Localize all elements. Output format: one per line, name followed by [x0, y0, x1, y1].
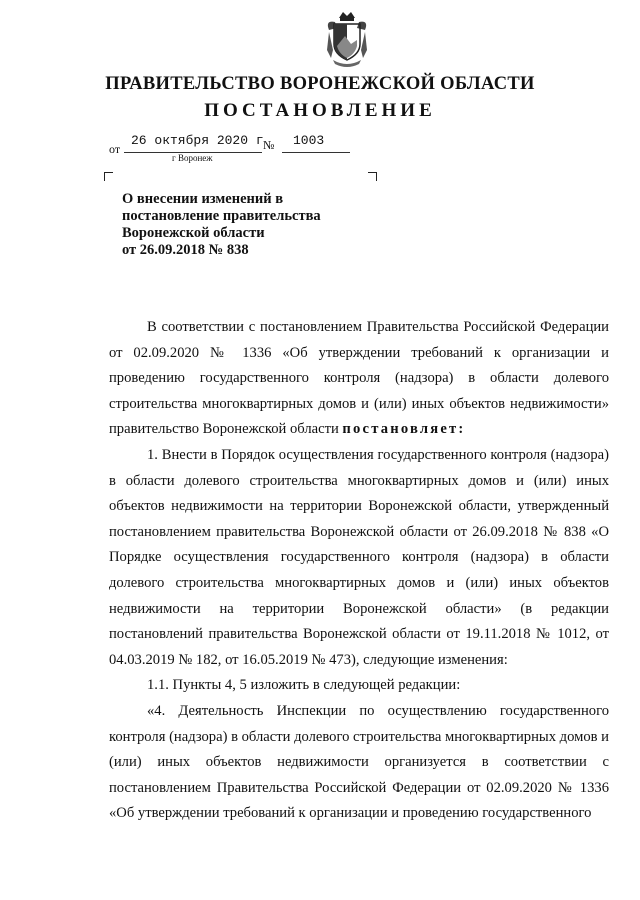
document-subject	[122, 191, 382, 259]
subject-line: постановление правительства	[122, 208, 321, 224]
voronezh-coat-of-arms-icon	[325, 10, 369, 68]
subject-left-bracket	[104, 172, 113, 181]
government-title: ПРАВИТЕЛЬСТВО ВОРОНЕЖСКОЙ ОБЛАСТИ	[105, 74, 535, 94]
clause-4-paragraph: «4. Деятельность Инспекции по осуществлению государственного контроля (надзора) в области долевого строительства многоквартирных домов и (или) иных объектов недвижимости организуется в соответствии с постановлением Правительства Российской Федерации от 02.09.2020 № 1336 «Об утверждении требований к организации и проведению государственного	[109, 702, 609, 822]
date-prefix: от	[109, 142, 121, 156]
subject-line: О внесении изменений в	[122, 191, 284, 207]
preamble-paragraph	[109, 315, 609, 443]
document-type: ПОСТАНОВЛЕНИЕ	[204, 100, 436, 121]
number-label: №	[263, 138, 275, 152]
document-date: 26 октября 2020 г	[131, 133, 264, 148]
document-body	[109, 315, 609, 827]
document-number: 1003	[293, 133, 325, 148]
city-label: г Воронеж	[172, 153, 213, 163]
preamble-text: В соответствии с постановлением Правительства Российской Федерации от 02.09.2020 № 1336 «Об утверждении требований к организации и проведению государственного контроля (надзора) в области долевого строительства многоквартирных домов и (или) иных объектов недвижимости» правительство Воронежской области	[109, 319, 609, 438]
clause-1-1-paragraph: 1.1. Пункты 4, 5 изложить в следующей редакции:	[147, 677, 461, 694]
subject-line: Воронежской области	[122, 225, 265, 241]
subject-right-bracket	[368, 172, 377, 181]
subject-line: от 26.09.2018 № 838	[122, 242, 249, 258]
number-underline	[282, 152, 350, 153]
clause-1-paragraph: 1. Внести в Порядок осуществления государственного контроля (надзора) в области долевого строительства многоквартирных домов и (или) иных объектов недвижимости на территории Воронежской области, утвержденный постановлением правительства Воронежской области от 26.09.2018 № 838 «О Порядке осуществления государственного контроля (надзора) в области долевого строительства многоквартирных домов и (или) иных объектов недвижимости на территории Воронежской области» (в редакции постановлений правительства Воронежской области от 19.11.2018 № 1012, от 04.03.2019 № 182, от 16.05.2019 № 473), следующие изменения:	[109, 446, 609, 668]
decree-verb: постановляет:	[342, 421, 466, 438]
